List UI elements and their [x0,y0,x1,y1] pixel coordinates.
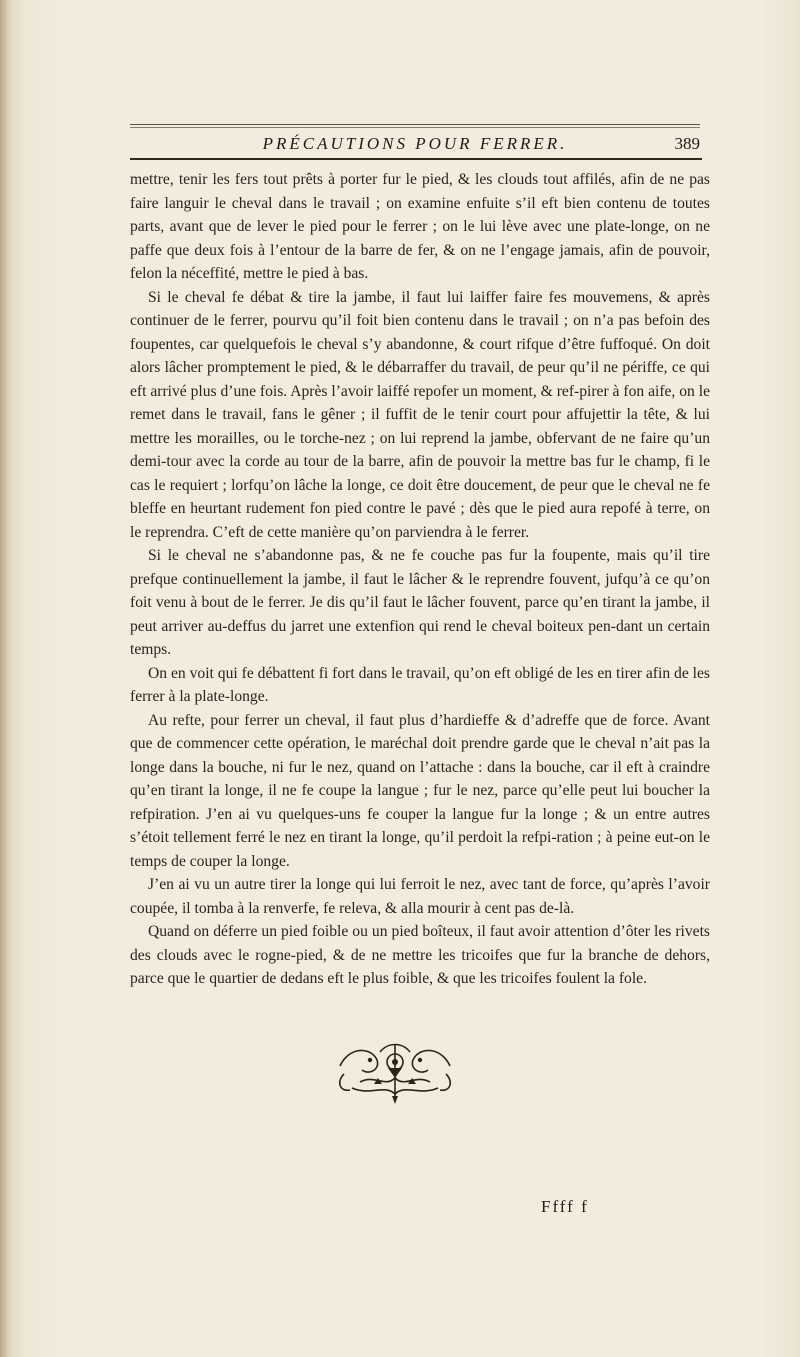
tailpiece-ornament-icon [330,1038,460,1104]
paragraph: Au refte, pour ferrer un cheval, il faut plus d’hardieffe & d’adreffe que de force. Avant que de commencer cette opération, le maréchal doit prendre garde que le cheval n’ait pas la longe dans la bouche, ni fur le nez, quand on l’attache : dans la bouche, car il eft à craindre qu’en tirant la longe, il ne fe coupe la langue ; fur le nez, parce qu’elle peut lui boucher la refpiration. J’en ai vu quelques-uns fe couper la langue fur la longe ; & un entre autres s’étoit tellement ferré le nez en tirant la longe, qu’il perdoit la refpi-ration ; à peine eut-on le temps de couper la longe. [130,711,710,870]
paragraph: Si le cheval ne s’abandonne pas, & ne fe couche pas fur la foupente, mais qu’il tire prefque continuellement la jambe, il faut le lâcher & le reprendre fouvent, jufqu’à ce qu’on foit venu à bout de le ferrer. Je dis qu’il faut le lâcher fouvent, parce qu’en tirant la jambe, il peut arriver au-deffus du jarret une extenfion qui rend le cheval boiteux pen-dant un certain temps. [130,547,710,658]
paragraph: mettre, tenir les fers tout prêts à porter fur le pied, & les clouds tout affilés, afin de ne pas faire languir le cheval dans le travail ; on examine enfuite s’il eft bien contenu de toutes parts, avant que de lever le pied pour le ferrer ; on le lui lève avec une plate-longe, on ne paffe que deux fois à l’entour de la barre de fer, & on ne l’engage jamais, afin de pouvoir, felon la néceffité, mettre le pied à bas. [130,171,710,282]
body-text [130,168,710,991]
paragraph: Quand on déferre un pied foible ou un pied boîteux, il faut avoir attention d’ôter les rivets des clouds avec le rogne-pied, & de ne mettre les tricoifes que fur la branche de dehors, parce que le quartier de dedans eft le plus foible, & que les tricoifes foulent la fole. [130,923,710,987]
paragraph: Si le cheval fe débat & tire la jambe, il faut lui laiffer faire fes mouvemens, & après continuer de le ferrer, pourvu qu’il foit bien contenu dans le travail ; on n’a pas befoin des foupentes, car quelquefois le cheval s’y abandonne, & court rifque d’être fuffoqué. On doit alors lâcher promptement le pied, & le débarraffer du travail, de peur qu’il ne périffe, ce qui eft arrivé plus d’une fois. Après l’avoir laiffé repofer un moment, & ref-pirer à fon aife, on le remet dans le travail, fans le gêner ; il fuffit de le tenir court pour affujettir la tête, & lui mettre les morailles, ou le torche-nez ; on lui reprend la jambe, obfervant de ne faire qu’un demi-tour avec la corde au tour de la barre, afin de pouvoir la mettre bas fur le champ, fi le cas le requiert ; lorfqu’on lâche la longe, ce doit être doucement, de peur que le cheval ne fe bleffe en heurtant rudement fon pied contre le pavé ; dès que le pied aura repofé à terre, on le reprendra. C’eft de cette manière qu’on parviendra à le ferrer. [130,288,710,541]
paragraph: On en voit qui fe débattent fi fort dans le travail, qu’on eft obligé de les en tirer afin de les ferrer à la plate-longe. [130,664,710,705]
top-rule [130,124,700,125]
signature-mark: Ffff f [541,1197,589,1216]
running-title: PRÉCAUTIONS POUR FERRER. [262,134,568,153]
top-rule-thin [130,127,700,128]
header-rule [130,158,702,160]
paragraph: J’en ai vu un autre tirer la longe qui lui ferroit le nez, avec tant de force, qu’après l’avoir coupée, il tomba à la renverfe, fe releva, & alla mourir à cent pas de-là. [130,876,710,917]
page-header [130,134,700,158]
page-number: 389 [674,134,700,153]
